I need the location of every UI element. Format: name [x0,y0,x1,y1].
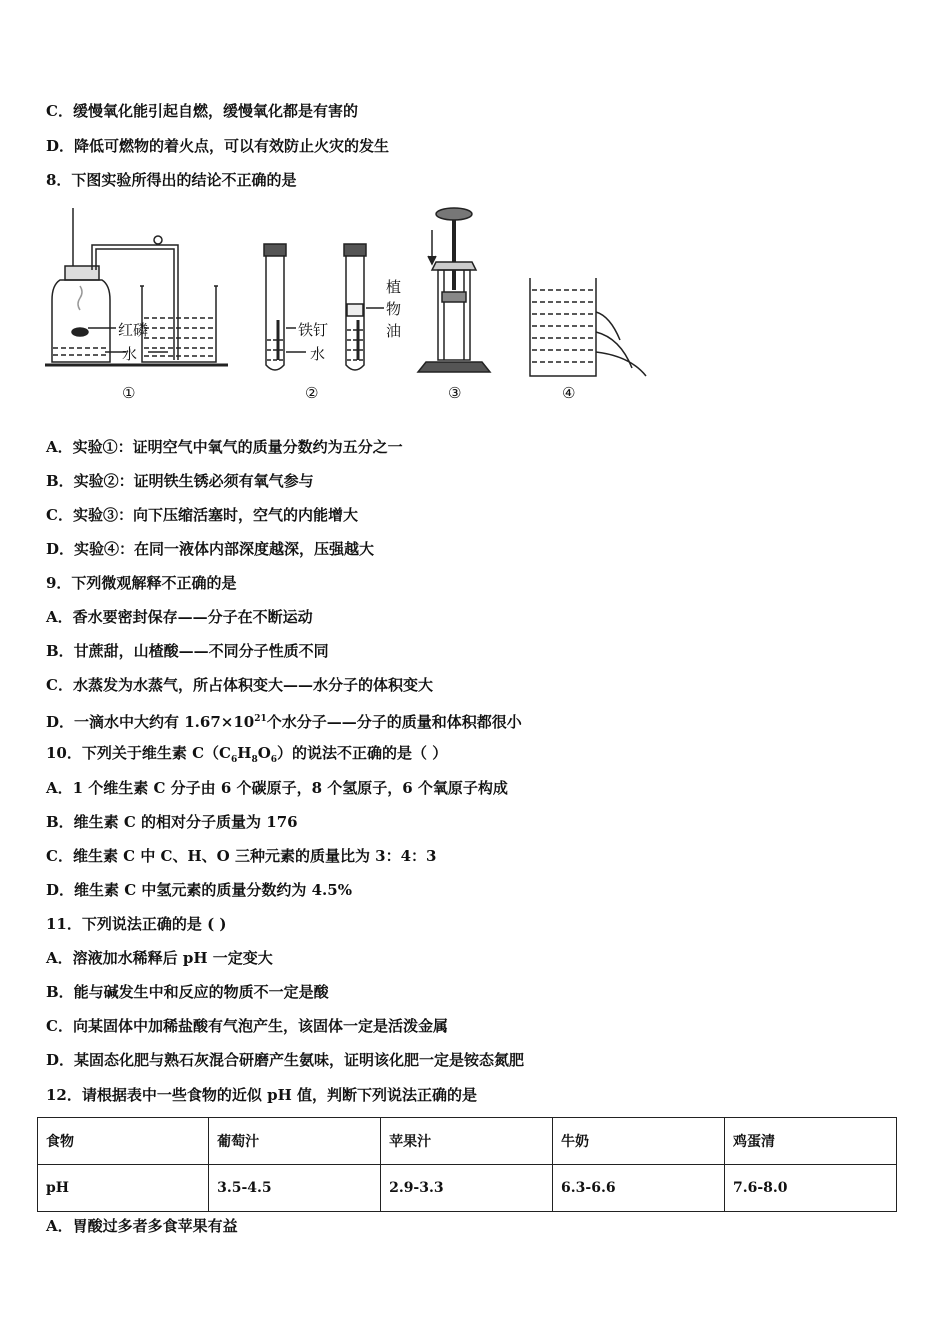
label-veg-oil-2: 物 [386,300,402,318]
q9-option-d [46,709,522,732]
q7-option-c: C．缓慢氧化能引起自燃，缓慢氧化都是有害的 [46,102,358,120]
figure-number-1: ① [122,384,136,402]
label-water-2: 水 [310,345,326,363]
label-veg-oil-1: 植 [386,278,402,296]
q10-text-pre: 10．下列关于维生素 C（C [46,744,231,762]
figure-number-3: ③ [448,384,462,402]
q11-option-c: C．向某固体中加稀盐酸有气泡产生，该固体一定是活泼金属 [46,1017,448,1035]
q12-stem: 12．请根据表中一些食物的近似 pH 值，判断下列说法正确的是 [46,1086,477,1104]
table-row [38,1118,897,1165]
q10-option-d: D．维生素 C 中氢元素的质量分数约为 4.5% [46,881,352,899]
q12-option-a: A．胃酸过多者多食苹果有益 [46,1217,238,1235]
figure-number-2: ② [305,384,319,402]
table-cell: 7.6-8.0 [725,1165,897,1212]
q9-option-c: C．水蒸发为水蒸气，所占体积变大——水分子的体积变大 [46,676,433,694]
q8-option-d: D．实验④：在同一液体内部深度越深，压强越大 [46,540,375,558]
label-veg-oil-3: 油 [386,322,402,340]
q9d-exponent: 21 [254,714,267,724]
q10-option-b: B．维生素 C 的相对分子质量为 176 [46,813,298,831]
table-cell: pH [38,1165,209,1212]
table-row [38,1165,897,1212]
ph-table [37,1117,897,1212]
q10-stem [46,743,447,770]
table-header-cell: 食物 [38,1118,209,1165]
q10-h: H [237,744,252,762]
table-header-cell: 苹果汁 [381,1118,553,1165]
experiment-diagram [40,200,680,415]
q10-sub-c: 6 [230,755,238,765]
table-header-cell: 鸡蛋清 [725,1118,897,1165]
q9d-text-post: 个水分子——分子的质量和体积都很小 [266,713,522,731]
table-cell: 6.3-6.6 [553,1165,725,1212]
q11-stem: 11．下列说法正确的是 ( ) [46,915,227,933]
q7-option-d: D．降低可燃物的着火点，可以有效防止火灾的发生 [46,137,390,155]
q10-option-a: A．1 个维生素 C 分子由 6 个碳原子，8 个氢原子，6 个氧原子构成 [46,779,508,797]
q9-option-b: B．甘蔗甜，山楂酸——不同分子性质不同 [46,642,329,660]
q10-sub-o: 6 [270,755,278,765]
q11-option-a: A．溶液加水稀释后 pH 一定变大 [46,949,273,967]
q10-sub-h: 8 [251,755,258,765]
label-iron-nail: 铁钉 [298,321,329,339]
q10-text-post: ）的说法不正确的是（ ） [277,744,448,762]
q10-option-c: C．维生素 C 中 C、H、O 三种元素的质量比为 3：4：3 [46,847,437,865]
q9-stem: 9．下列微观解释不正确的是 [46,574,237,592]
q11-option-d: D．某固态化肥与熟石灰混合研磨产生氨味，证明该化肥一定是铵态氮肥 [46,1051,525,1069]
q8-option-b: B．实验②：证明铁生锈必须有氧气参与 [46,472,314,490]
table-cell: 2.9-3.3 [381,1165,553,1212]
q10-o: O [257,744,271,762]
experiment-figure [40,200,680,415]
q8-option-c: C．实验③：向下压缩活塞时，空气的内能增大 [46,506,358,524]
q9-option-a: A．香水要密封保存——分子在不断运动 [46,608,313,626]
figure-number-4: ④ [562,384,576,402]
label-water-1: 水 [122,345,138,363]
q8-option-a: A．实验①：证明空气中氧气的质量分数约为五分之一 [46,438,403,456]
label-red-phosphorus: 红磷 [118,321,149,339]
q9d-text-pre: D．一滴水中大约有 1.67×10 [46,713,255,731]
table-cell: 3.5-4.5 [209,1165,381,1212]
table-header-cell: 牛奶 [553,1118,725,1165]
table-header-cell: 葡萄汁 [209,1118,381,1165]
q11-option-b: B．能与碱发生中和反应的物质不一定是酸 [46,983,329,1001]
q8-stem: 8．下图实验所得出的结论不正确的是 [46,171,297,189]
